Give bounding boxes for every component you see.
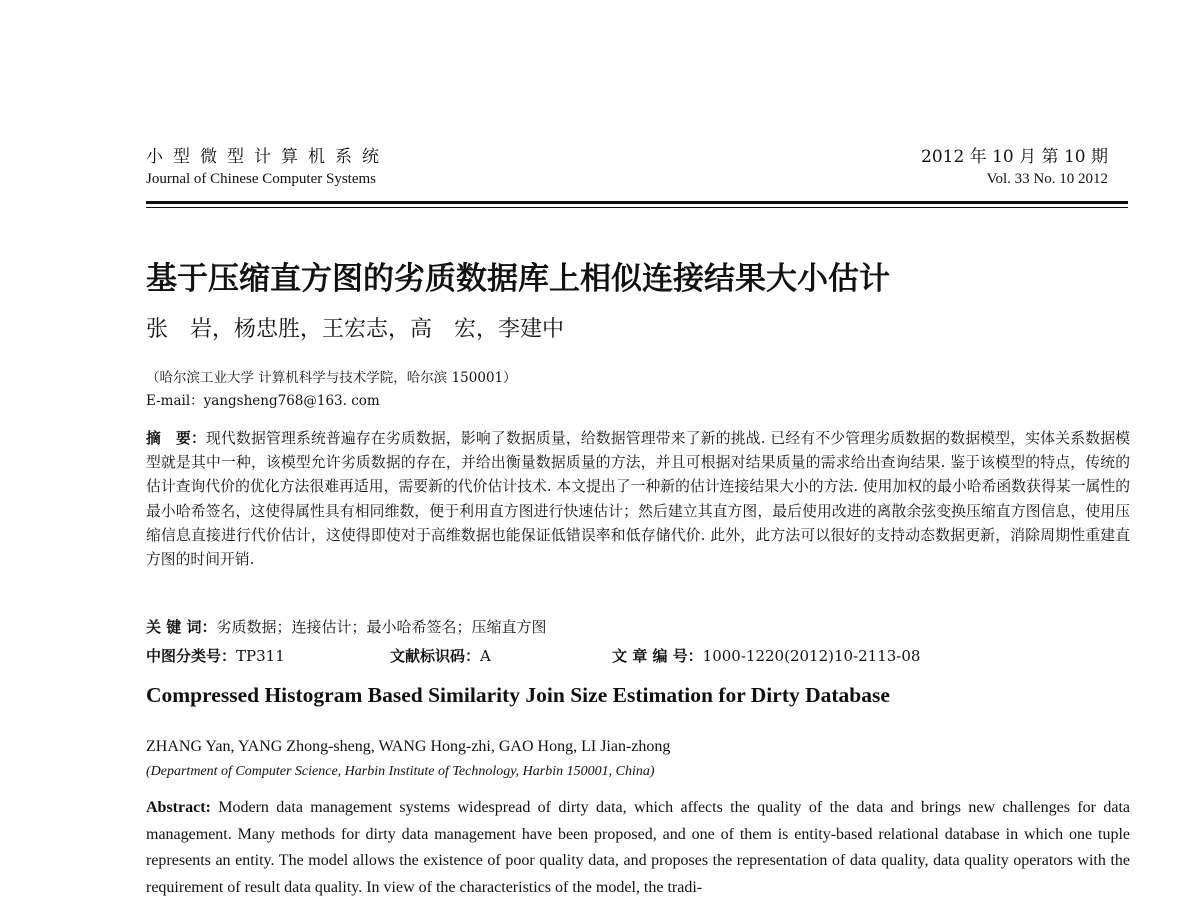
keywords-text: 劣质数据；连接估计；最小哈希签名；压缩直方图 — [216, 618, 547, 636]
affiliation-en: (Department of Computer Science, Harbin Institute of Technology, Harbin 150001, China) — [146, 764, 655, 779]
classification-row — [146, 645, 1130, 667]
abstract-cn-text: 现代数据管理系统普遍存在劣质数据，影响了数据质量，给数据管理带来了新的挑战. 已经有不少管理劣质数据的数据模型，实体关系数据模型就是其中一种，该模型允许劣质数据的存在，并给出衡量数据质量的方法，并且可根据对结果质量的需求给出查询结果. 鉴于该模型的特点，传统的估计查询代价的优化方法很难再适用，需要新的代价估计技术. 本文提出了一种新的估计连接结果大小的方法. 使用加权的最小哈希函数获得某一属性的最小哈希签名，这使得属性具有相同维数，便于利用直方图进行快速估计；然后建立其直方图，最后使用改进的离散余弦变换压缩直方图信息，使用压缩信息直接进行代价估计，这使得即使对于高维数据也能保证低错误率和低存储代价. 此外，此方法可以很好的支持动态数据更新，消除周期性重建直方图的时间开销. — [146, 430, 1130, 569]
document-code-value: A — [480, 647, 491, 665]
keywords-label: 关 键 词： — [146, 618, 217, 636]
paper-title-en: Compressed Histogram Based Similarity Join Size Estimation for Dirty Database — [146, 683, 890, 707]
author-email: E-mail：yangsheng768@163. com — [146, 393, 380, 409]
abstract-en — [146, 795, 1130, 901]
keywords-cn — [146, 616, 546, 637]
abstract-en-text: Modern data management systems widespread of dirty data, which affects the quality of the data and brings new challenges for data management. Many methods for dirty data management have been proposed, and one of them is entity-based relational database in which one tuple represents an entity. The model allows the existence of poor quality data, and proposes the representation of data quality, data quality operators with the requirement of result data quality. In view of the characteristics of the model, the tradi- — [146, 799, 1130, 896]
abstract-cn — [146, 427, 1130, 572]
journal-name-en: Journal of Chinese Computer Systems — [146, 171, 376, 187]
journal-name-cn: 小型微型计算机系统 — [146, 147, 389, 167]
clc-value: TP311 — [236, 647, 285, 665]
clc-label: 中图分类号： — [146, 647, 237, 665]
header-rule-thick — [146, 201, 1128, 204]
article-number-label: 文 章 编 号： — [612, 647, 703, 665]
issue-info-en: Vol. 33 No. 10 2012 — [986, 171, 1108, 187]
clc-number — [146, 645, 285, 666]
document-code-label: 文献标识码： — [390, 647, 481, 665]
authors-cn: 张 岩，杨忠胜，王宏志，高 宏，李建中 — [146, 317, 565, 342]
article-number — [612, 645, 920, 666]
article-number-value: 1000-1220(2012)10-2113-08 — [702, 647, 921, 665]
header-rule-thin — [146, 207, 1128, 208]
issue-info-cn: 2012 年 10 月 第 10 期 — [921, 147, 1108, 167]
affiliation-cn: （哈尔滨工业大学 计算机科学与技术学院，哈尔滨 150001） — [146, 370, 517, 386]
abstract-cn-label: 摘 要： — [146, 430, 206, 447]
paper-title-cn: 基于压缩直方图的劣质数据库上相似连接结果大小估计 — [146, 261, 890, 297]
document-code — [390, 645, 491, 666]
abstract-en-label: Abstract: — [146, 799, 211, 816]
authors-en: ZHANG Yan, YANG Zhong-sheng, WANG Hong-zhi, GAO Hong, LI Jian-zhong — [146, 738, 671, 755]
